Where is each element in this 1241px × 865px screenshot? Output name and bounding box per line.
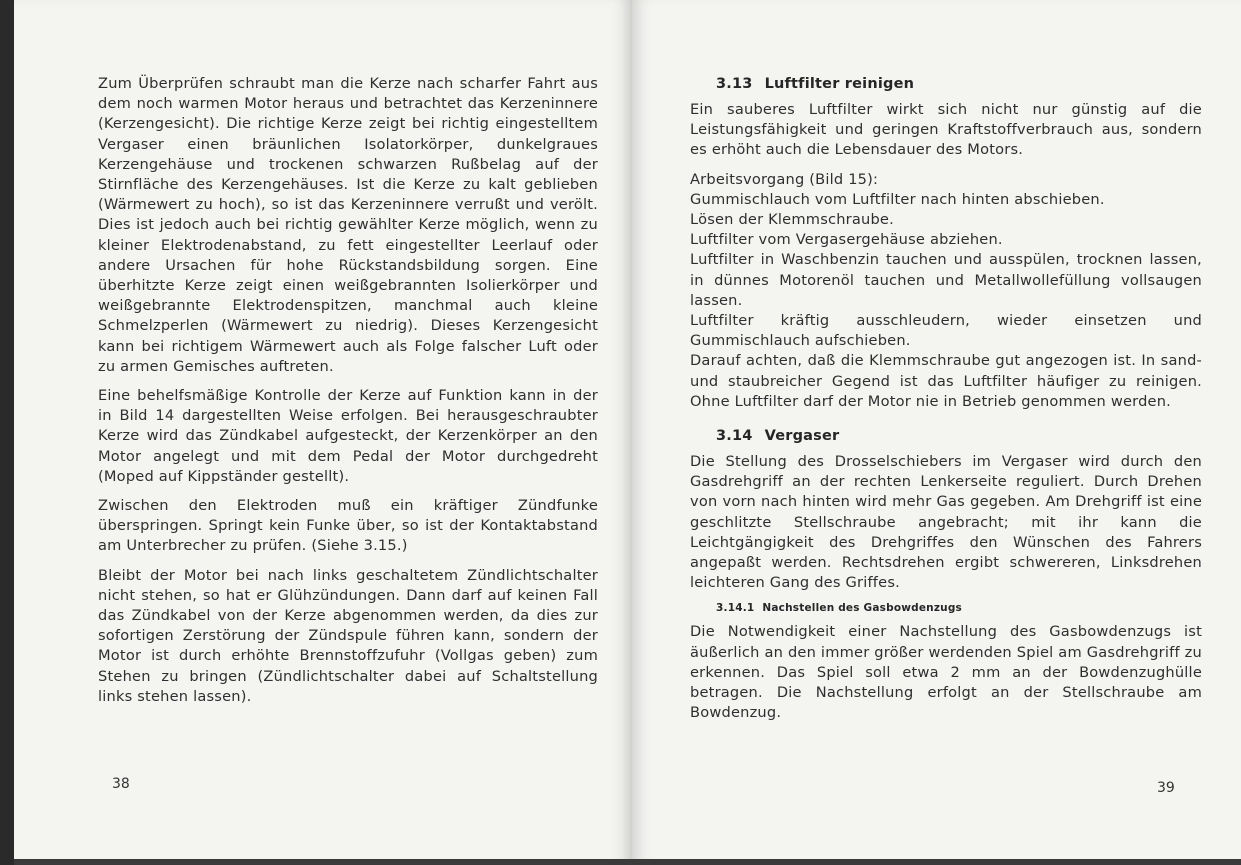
procedure-step: Arbeitsvorgang (Bild 15): [690,170,879,188]
right-text-column [690,76,1202,732]
page-number: 39 [1157,780,1175,796]
paragraph: Die Stellung des Drosselschiebers im Vergaser wird durch den Gasdrehgriff an der rechten Lenkerseite reguliert. Durch Drehen von vorn nach hinten wird mehr Gas gegeben. Am Drehgriff ist eine geschlitzte Stellschraube angebracht; mit ihr kann die Leichtgängigkeit des Drehgriffes den Wünschen des Fahrers angepaßt werden. Rechtsdrehen ergibt schwereren, Linksdrehen leichteren Gang des Griffes. [690,453,1202,592]
subsection-heading-3-14-1 [716,602,1202,614]
section-number: 3.14 [716,428,753,445]
paragraph: Die Notwendigkeit einer Nachstellung des Gasbowdenzugs ist äußerlich an den immer größer werdenden Spiel am Gasdrehgriff zu erkennen. Das Spiel soll etwa 2 mm an der Bowdenzughülle betragen. Die Nachstellung erfolgt an der Stellschraube am Bowdenzug. [690,623,1202,722]
procedure-step: Lösen der Klemmschraube. [690,211,894,229]
paragraph: Zum Überprüfen schraubt man die Kerze nach scharfer Fahrt aus dem noch warmen Motor heraus und betrachtet das Kerzeninnere (Kerzengesicht). Die richtige Kerze zeigt bei richtig eingestelltem Vergaser einen bräunlichen Isolatorkörper, dunkelgraues Kerzengehäuse und trockenen schwarzen Rußbelag auf der Stirnfläche des Kerzengehäuses. Ist die Kerze zu kalt geblieben (Wärmewert zu hoch), so ist das Kerzeninnere verrußt und verölt. Dies ist jedoch auch bei richtig gewählter Kerze möglich, wenn zu kleiner Elektrodenabstand, zu fett eingestellter Leerlauf oder andere Ursachen für hohe Rückstandsbildung sorgen. Eine überhitzte Kerze zeigt einen weißgebrannten Isolierkörper und weißgebrannte Elektrodenspitzen, manchmal auch kleine Schmelzperlen (Wärmewert zu niedrig). Dieses Kerzengesicht kann bei richtigem Wärmewert auch als Folge falscher Luft oder zu armen Gemisches auftreten. [98,75,598,375]
section-number: 3.13 [716,76,753,92]
paragraph: Zwischen den Elektroden muß ein kräftiger Zündfunke überspringen. Springt kein Funke über, so ist der Kontaktabstand am Unterbrecher zu prüfen. (Siehe 3.15.) [98,497,598,555]
section-heading-3-13 [716,76,1202,92]
paragraph: Eine behelfsmäßige Kontrolle der Kerze auf Funktion kann in der in Bild 14 dargestellten Weise erfolgen. Bei herausgeschraubter Kerze wird das Zündkabel aufgesteckt, der Kerzenkörper an den Motor angelegt und mit dem Pedal der Motor durchgedreht (Moped auf Kippständer gestellt). [98,387,598,485]
subsection-number: 3.14.1 [716,602,755,615]
subsection-title: Nachstellen des Gasbowdenzugs [762,602,963,615]
procedure-step: Luftfilter vom Vergasergehäuse abziehen. [690,231,1003,249]
procedure-step: Luftfilter kräftig ausschleudern, wieder einsetzen und Gummischlauch aufschieben. [690,312,1202,350]
paragraph: Bleibt der Motor bei nach links geschaltetem Zündlichtschalter nicht stehen, so hat er Glühzündungen. Dann darf auf keinen Fall das Zündkabel von der Kerze abgenommen werden, da dies zur sofortigen Zerstörung der Zündspule führen kann, sondern der Motor ist durch erhöhte Brennstoffzufuhr (Vollgas geben) zum Stehen zu bringen (Zündlichtschalter dabei auf Schaltstellung links stehen lassen). [98,566,598,705]
procedure-step: Darauf achten, daß die Klemmschraube gut angezogen ist. In sand- und staubreicher Gegend ist das Luftfilter häufiger zu reinigen. Ohne Luftfilter darf der Motor nie in Betrieb genommen werden. [690,352,1202,410]
procedure-step: Gummischlauch vom Luftfilter nach hinten abschieben. [690,190,1105,208]
section-title: Vergaser [764,428,840,445]
section-heading-3-14 [716,428,1202,444]
page-number: 38 [112,776,130,792]
left-text-column [98,74,598,716]
section-title: Luftfilter reinigen [764,76,915,92]
procedure-step: Luftfilter in Waschbenzin tauchen und ausspülen, trocknen lassen, in dünnes Motorenöl tauchen und Metallwollefüllung vollsaugen lassen. [690,251,1202,309]
right-page [632,0,1241,865]
paragraph: Ein sauberes Luftfilter wirkt sich nicht nur günstig auf die Leistungsfähigkeit und geringen Kraftstoffverbrauch aus, sondern es erhöht auch die Lebensdauer des Motors. [690,101,1202,159]
